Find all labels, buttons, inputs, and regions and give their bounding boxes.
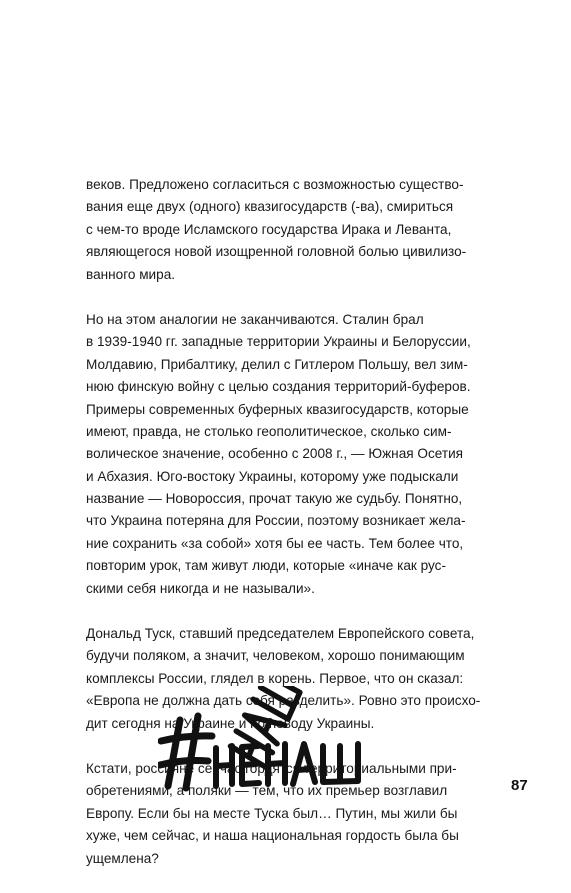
page-number: 87 xyxy=(511,777,528,794)
text-line: название — Новороссия, прочат такую же судьбу. Понятно, xyxy=(86,491,463,507)
text-line: в 1939-1940 гг. западные территории Украины и Белоруссии, xyxy=(86,334,471,350)
text-line: ние сохранить «за собой» хотя бы ее часть. Тем более что, xyxy=(86,535,464,551)
text-line: Примеры современных буферных квазигосударств, которые xyxy=(86,401,469,417)
text-line: Молдавию, Прибалтику, делил с Гитлером Польшу, вел зим- xyxy=(86,356,468,372)
text-line: что Украина потеряна для России, поэтому возникает жела- xyxy=(86,513,466,529)
paragraph-1 xyxy=(86,174,486,286)
paragraph-2 xyxy=(86,309,486,600)
text-line: Кстати, россияне сейчас гордятся территориальными при- xyxy=(86,760,457,776)
text-line: вания еще двух (одного) квазигосударств (-ва), смириться xyxy=(86,199,454,215)
text-line: волическое значение, особенно с 2008 г., — Южная Осетия xyxy=(86,446,464,462)
text-line: дит сегодня на Украине и по поводу Украины. xyxy=(86,715,375,731)
text-line: хуже, чем сейчас, и наша национальная гордость была бы xyxy=(86,828,459,844)
text-line: комплексы России, глядел в корень. Первое, что он сказал: xyxy=(86,670,464,686)
text-line: будучи поляком, а значит, человеком, хорошо понимающим xyxy=(86,648,465,664)
text-line: повторим урок, там живут люди, которые «иначе как рус- xyxy=(86,558,447,574)
text-line: ущемлена? xyxy=(86,850,159,866)
text-line: с чем-то вроде Исламского государства Ирака и Леванта, xyxy=(86,221,452,237)
text-line: «Европа не должна дать себя разделить». Ровно это происхо- xyxy=(86,693,481,709)
text-line: имеют, правда, не столько геополитическое, сколько сим- xyxy=(86,423,452,439)
text-line: веков. Предложено согласиться с возможностью существо- xyxy=(86,177,464,192)
text-line: обретениями, а поляки — тем, что их премьер возглавил xyxy=(86,783,448,799)
text-line: Европу. Если бы на месте Туска был… Путин, мы жили бы xyxy=(86,805,458,821)
text-line: нюю финскую войну с целью создания территорий-буферов. xyxy=(86,379,471,395)
handwritten-hashtag-icon xyxy=(158,686,364,794)
text-line: Дональд Туск, ставший председателем Европейского совета, xyxy=(86,626,475,642)
text-line: ванного мира. xyxy=(86,266,176,282)
text-line: и Абхазия. Юго-востоку Украины, которому уже подыскали xyxy=(86,468,459,484)
handwritten-hashtag-logo xyxy=(158,686,364,794)
text-line: являющегося новой изощренной головной болью цивилизо- xyxy=(86,244,467,260)
text-line: Но на этом аналогии не заканчиваются. Сталин брал xyxy=(86,311,424,327)
text-line: скими себя никогда и не называли». xyxy=(86,580,315,596)
